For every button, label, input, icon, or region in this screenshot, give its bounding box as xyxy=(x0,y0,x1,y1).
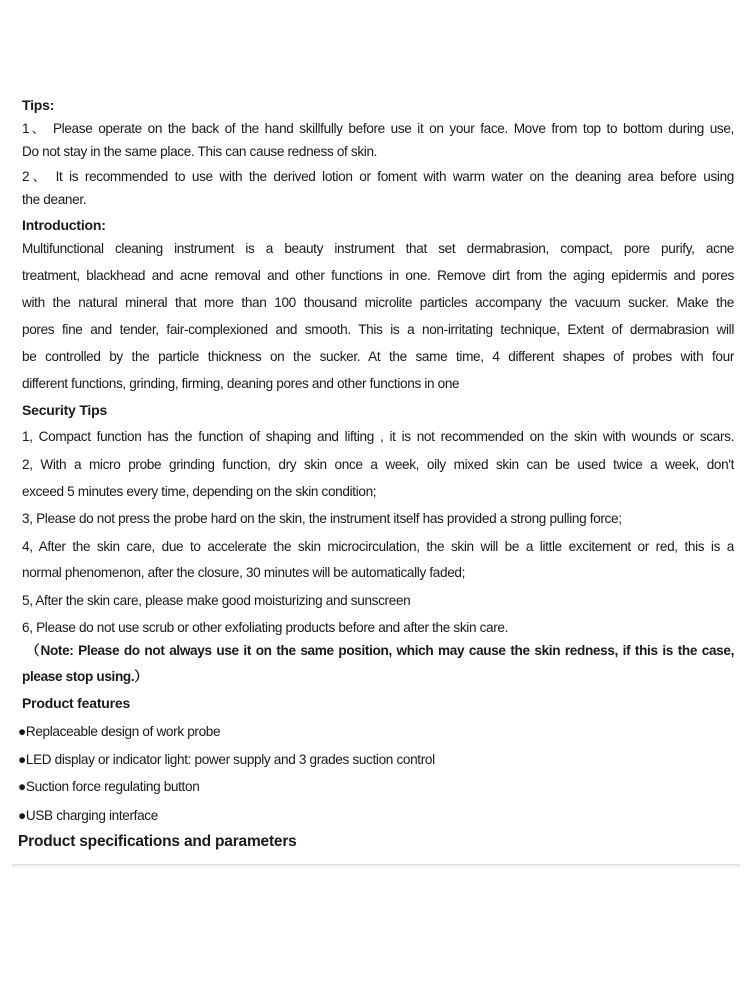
feature-item: ●Suction force regulating button xyxy=(18,779,200,794)
security-tip-line: 2, With a micro probe grinding function, dry skin once a week, oily mixed skin can be used twice a week, don't xyxy=(22,457,734,472)
security-tip-line: exceed 5 minutes every time, depending on the skin condition; xyxy=(22,484,377,499)
security-note-line-1: （Note: Please do not always use it on the same position, which may cause the skin redness, if this is the case, xyxy=(26,643,734,658)
security-heading: Security Tips xyxy=(22,402,108,418)
features-heading: Product features xyxy=(22,695,131,711)
section-divider xyxy=(12,864,740,866)
introduction-heading: Introduction: xyxy=(22,217,106,233)
tips-item-1-line-2: Do not stay in the same place. This can cause redness of skin. xyxy=(22,144,378,159)
security-tip-line: 6, Please do not use scrub or other exfoliating products before and after the skin care. xyxy=(22,620,509,635)
feature-item: ●Replaceable design of work probe xyxy=(18,724,221,739)
section-divider-shadow xyxy=(12,867,740,868)
security-tip-line: normal phenomenon, after the closure, 30 minutes will be automatically faded; xyxy=(22,565,466,580)
feature-item: ●LED display or indicator light: power supply and 3 grades suction control xyxy=(18,752,435,767)
introduction-line: pores fine and tender, fair-complexioned and smooth. This is a non-irritating technique, Extent of dermabrasion will xyxy=(22,322,734,337)
tips-heading: Tips: xyxy=(22,97,55,113)
tips-item-2-line-2: the deaner. xyxy=(22,192,87,207)
introduction-line: Multifunctional cleaning instrument is a beauty instrument that set dermabrasion, compact, pore purify, acne xyxy=(22,241,734,256)
introduction-line: different functions, grinding, firming, deaning pores and other functions in one xyxy=(22,376,460,391)
specs-heading: Product specifications and parameters xyxy=(18,833,297,850)
introduction-line: with the natural mineral that more than 100 thousand microlite particles accompany the vacuum sucker. Make the xyxy=(22,295,734,310)
tips-item-2-line-1: 2、 It is recommended to use with the derived lotion or foment with warm water on the deaning area before using xyxy=(22,169,734,184)
security-note-line-2: please stop using.） xyxy=(22,669,148,684)
introduction-line: be controlled by the particle thickness on the sucker. At the same time, 4 different shapes of probes with four xyxy=(22,349,734,364)
security-tip-line: 1, Compact function has the function of shaping and lifting , it is not recommended on the skin with wounds or scars. xyxy=(22,429,734,444)
security-tip-line: 4, After the skin care, due to accelerate the skin microcirculation, the skin will be a little excitement or red, this is a xyxy=(22,539,734,554)
security-tip-line: 3, Please do not press the probe hard on the skin, the instrument itself has provided a strong pulling force; xyxy=(22,511,622,526)
tips-item-1-line-1: 1、 Please operate on the back of the hand skillfully before use it on your face. Move from top to bottom during use, xyxy=(22,121,734,136)
introduction-line: treatment, blackhead and acne removal and other functions in one. Remove dirt from the aging epidermis and pores xyxy=(22,268,734,283)
security-tip-line: 5, After the skin care, please make good moisturizing and sunscreen xyxy=(22,593,411,608)
feature-item: ●USB charging interface xyxy=(18,808,158,823)
